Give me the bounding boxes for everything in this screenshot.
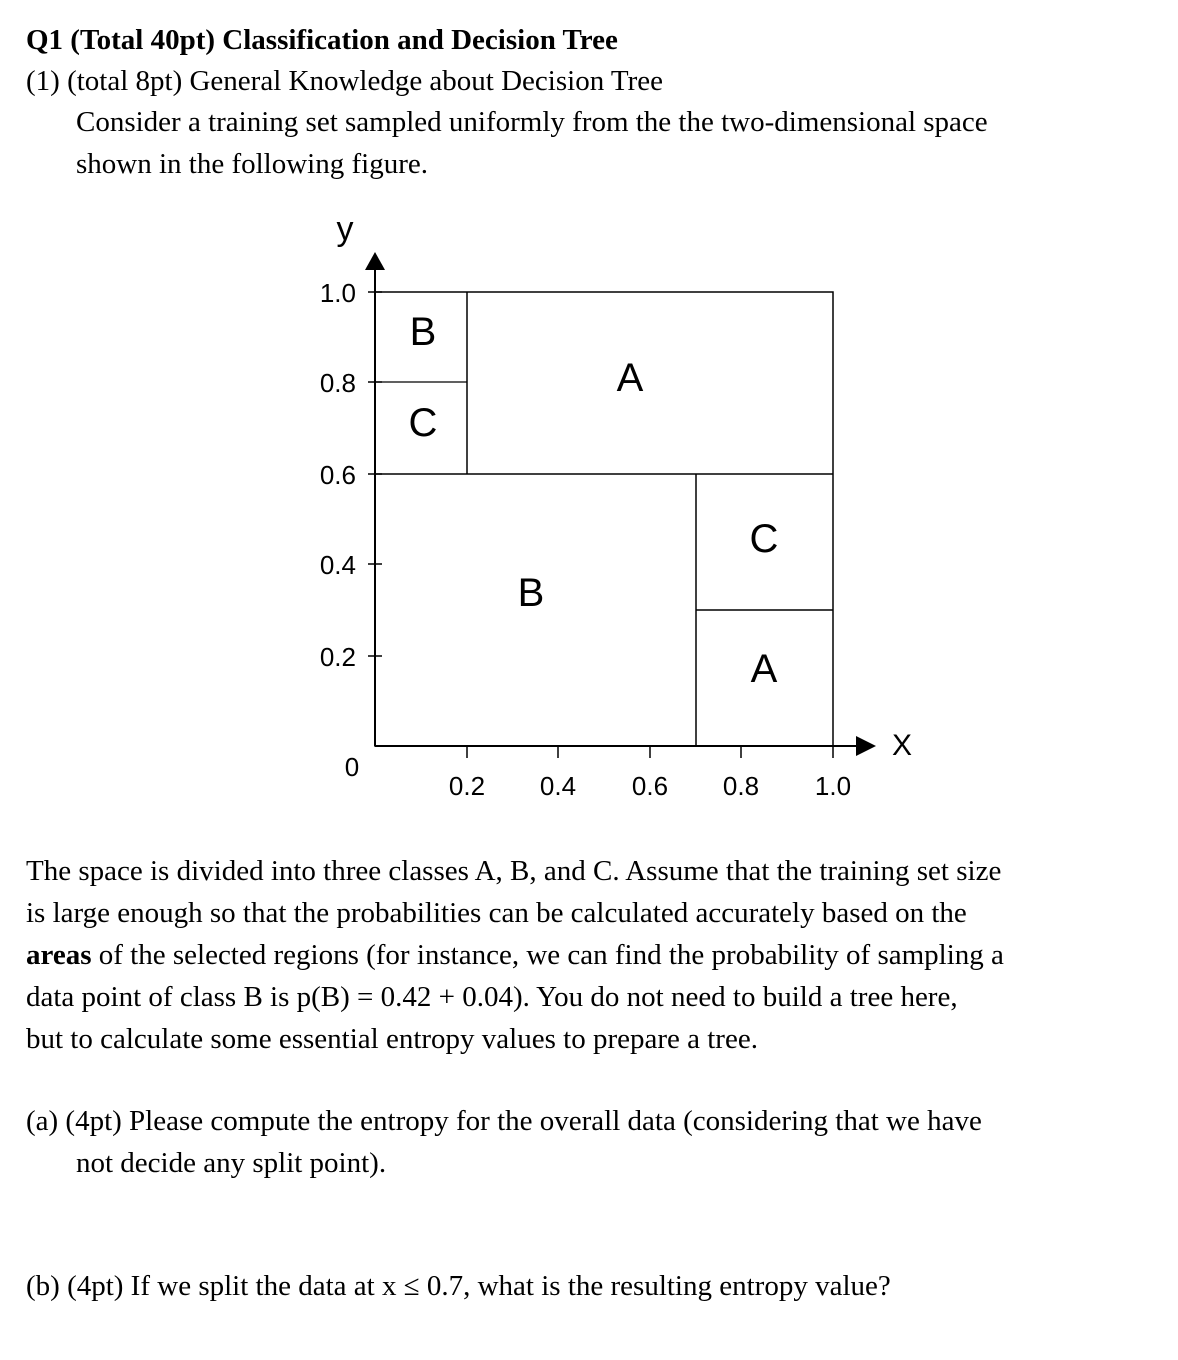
decision-region-figure bbox=[290, 200, 930, 820]
probability-formula: p(B) = 0.42 + 0.04 bbox=[296, 981, 514, 1013]
x-axis-arrow bbox=[856, 736, 876, 756]
region-label-b-bottom-left: B bbox=[517, 571, 545, 615]
origin-label: 0 bbox=[344, 752, 360, 782]
y-tick-label-0.6: 0.6 bbox=[319, 460, 356, 490]
question-a-line-2: not decide any split point). bbox=[76, 1147, 387, 1179]
intro-text-line-1: Consider a training set sampled uniformly from the the two-dimensional space bbox=[76, 106, 988, 138]
y-tick-label-0.4: 0.4 bbox=[319, 550, 356, 580]
region-label-c-bottom-right: C bbox=[749, 517, 779, 561]
y-tick-label-0.8: 0.8 bbox=[319, 368, 356, 398]
split-condition: x ≤ 0.7 bbox=[381, 1270, 464, 1302]
description-line-1: The space is divided into three classes A, B, and C. Assume that the training set size bbox=[26, 855, 1002, 887]
y-axis-label: y bbox=[336, 210, 354, 248]
region-label-a-bottom-right: A bbox=[750, 647, 778, 691]
question-a-line-1: (a) (4pt) Please compute the entropy for the overall data (considering that we have bbox=[26, 1105, 982, 1137]
question-title: Q1 (Total 40pt) Classification and Decision Tree bbox=[26, 24, 618, 56]
x-tick-label-0.6: 0.6 bbox=[631, 771, 669, 801]
description-line-5: but to calculate some essential entropy values to prepare a tree. bbox=[26, 1023, 758, 1055]
x-axis-label: X bbox=[891, 729, 913, 762]
description-line-3: areas of the selected regions (for instance, we can find the probability of sampling a bbox=[26, 939, 1004, 971]
question-b: (b) (4pt) If we split the data at x ≤ 0.7, what is the resulting entropy value? bbox=[26, 1270, 891, 1302]
y-axis-arrow bbox=[365, 252, 385, 270]
region-label-b-top-left: B bbox=[409, 310, 437, 354]
x-tick-label-0.4: 0.4 bbox=[539, 771, 577, 801]
description-line-4: data point of class B is p(B) = 0.42 + 0.04). You do not need to build a tree here, bbox=[26, 981, 958, 1013]
region-label-c-top-left: C bbox=[408, 401, 438, 445]
x-tick-label-1.0: 1.0 bbox=[814, 771, 852, 801]
emphasis-areas: areas bbox=[26, 939, 92, 971]
x-tick-label-0.2: 0.2 bbox=[448, 771, 486, 801]
intro-text-line-2: shown in the following figure. bbox=[76, 148, 428, 180]
part-title: (1) (total 8pt) General Knowledge about Decision Tree bbox=[26, 65, 664, 97]
description-paragraph bbox=[26, 850, 1136, 1060]
region-label-a-top-right: A bbox=[616, 356, 644, 400]
x-tick-label-0.8: 0.8 bbox=[722, 771, 760, 801]
description-line-2: is large enough so that the probabilities can be calculated accurately based on the bbox=[26, 897, 967, 929]
y-tick-label-0.2: 0.2 bbox=[319, 642, 356, 672]
y-tick-label-1.0: 1.0 bbox=[319, 278, 356, 308]
